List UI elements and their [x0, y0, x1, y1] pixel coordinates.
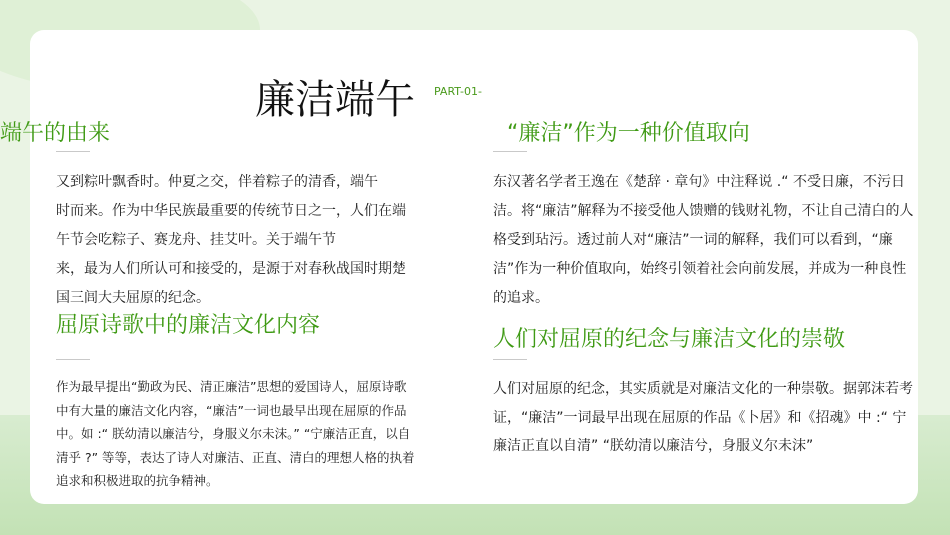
section-heading-commemoration: 人们对屈原的纪念与廉洁文化的崇敬: [493, 327, 846, 352]
section-heading-quyuan-poetry: 屈原诗歌中的廉洁文化内容: [56, 313, 321, 338]
heading-rule: [56, 151, 90, 152]
commemoration-paragraph: 人们对屈原的纪念，其实质就是对廉洁文化的一种崇敬。据郭沫若考证，“廉洁”一词最早出现在屈原的作品《卜居》和《招魂》中 :“ 宁廉洁正直以自清” “朕幼清以廉洁兮，身服义尔未沫”: [493, 381, 913, 454]
section-heading-origin: 端午的由来: [0, 121, 111, 146]
paragraph-line: 追求和积极进取的抗争精神。: [56, 473, 219, 488]
paragraph-line: 中。如 :“ 朕幼清以廉洁兮，身服义尔未沫。” “宁廉洁正直，以自: [56, 426, 411, 441]
value-paragraph: 东汉著名学者王逸在《楚辞 · 章句》中注释说 .“ 不受日廉，不污日洁。将“廉洁”解释为不接受他人馈赠的钱财礼物，不让自己清白的人格受到玷污。透过前人对“廉洁”一词的解释，我们可以看到，“廉洁”作为一种价值取向，始终引领着社会向前发展，并成为一种良性的追求。: [493, 174, 914, 306]
paragraph-line: 中有大量的廉洁文化内容，“廉洁”一词也最早出现在屈原的作品: [56, 402, 407, 418]
heading-rule: [493, 359, 527, 360]
paragraph-line: 时而来。作为中华民族最重要的传统节日之一，人们在端: [56, 203, 406, 219]
content-card: [0, 30, 918, 504]
origin-paragraph: [56, 168, 406, 313]
paragraph-line: 午节会吃粽子、赛龙舟、挂艾叶。关于端午节: [56, 232, 336, 248]
heading-rule: [56, 359, 90, 360]
paragraph-line: 清乎 ?” 等等，表达了诗人对廉洁、正直、清白的理想人格的执着: [56, 449, 415, 465]
paragraph-line: 来，最为人们所认可和接受的，是源于对春秋战国时期楚: [56, 261, 406, 277]
quyuan-poetry-paragraph: [56, 375, 471, 493]
paragraph-line: 国三闾大夫屈原的纪念。: [56, 290, 210, 306]
paragraph-line: 又到粽叶飘香时。仲夏之交，伴着粽子的清香，端午: [56, 174, 378, 190]
section-heading-value: “廉洁”作为一种价值取向: [507, 121, 750, 146]
paragraph-line: 作为最早提出“勤政为民、清正廉洁”思想的爱国诗人，屈原诗歌: [56, 379, 407, 394]
heading-rule: [493, 151, 527, 152]
part-label: PART-01-: [434, 85, 482, 98]
page-title: 廉洁端午: [255, 77, 415, 123]
